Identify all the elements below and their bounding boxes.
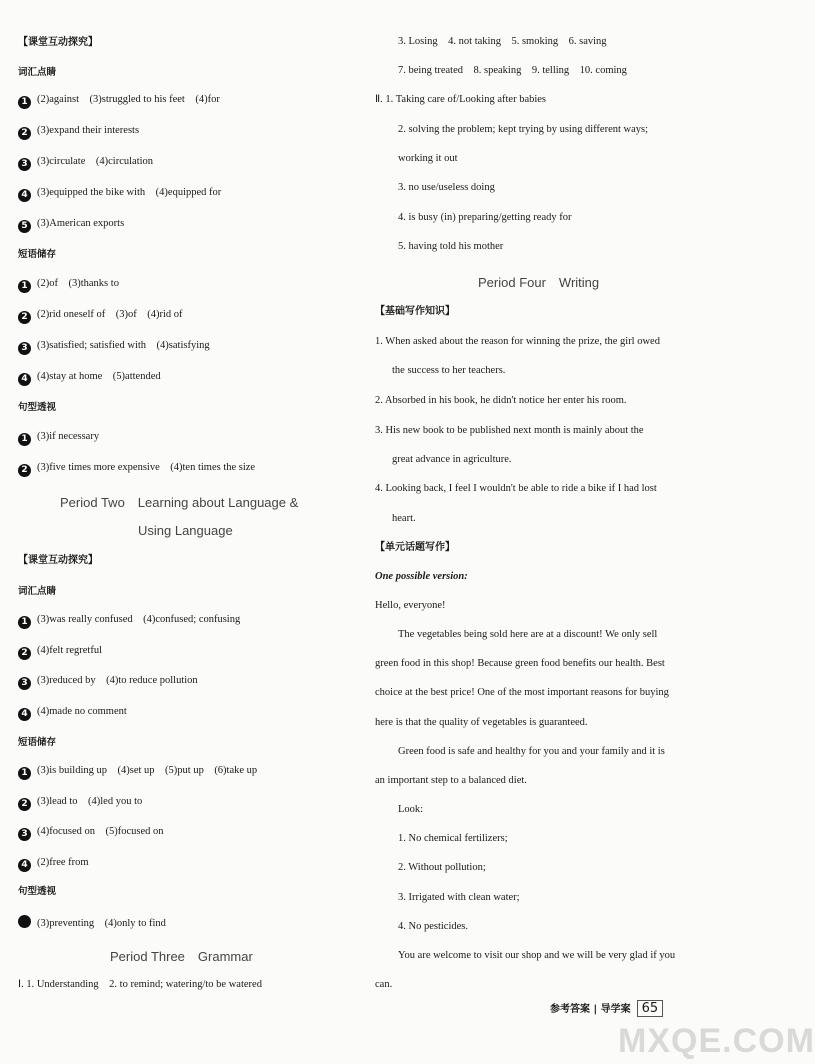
answer-line xyxy=(18,764,257,780)
answer-text: (3)American exports xyxy=(37,218,125,229)
answer-text: (3)preventing (4)only to find xyxy=(37,918,166,929)
answer-line xyxy=(18,825,164,841)
subsection-heading: 句型透视 xyxy=(18,886,57,897)
number-badge: 3 xyxy=(18,342,31,355)
answer-text: (3)lead to (4)led you to xyxy=(37,796,143,807)
number-badge: 1 xyxy=(18,616,31,629)
answer-line xyxy=(18,430,99,446)
number-badge: 2 xyxy=(18,127,31,140)
essay-line: here is that the quality of vegetables is guaranteed. xyxy=(375,717,588,728)
number-badge: 1 xyxy=(18,96,31,109)
answer-line: 4. Looking back, I feel I wouldn't be able to ride a bike if I had lost xyxy=(375,483,657,494)
essay-line: Hello, everyone! xyxy=(375,600,446,611)
answer-line xyxy=(18,915,166,931)
answer-text: (3)equipped the bike with (4)equipped for xyxy=(37,187,222,198)
answer-line: 2. Absorbed in his book, he didn't notice her enter his room. xyxy=(375,395,627,406)
essay-line: green food in this shop! Because green food benefits our health. Best xyxy=(375,658,665,669)
section-heading: 【课堂互动探究】 xyxy=(18,555,98,566)
essay-line: Look: xyxy=(398,804,424,815)
watermark: MXQE.COM xyxy=(618,1022,815,1060)
essay-line: 1. No chemical fertilizers; xyxy=(398,833,508,844)
subsection-heading: 短语储存 xyxy=(18,737,57,748)
answer-text: (4)stay at home (5)attended xyxy=(37,371,161,382)
subsection-heading: 词汇点睛 xyxy=(18,586,57,597)
answer-text: (2)of (3)thanks to xyxy=(37,278,119,289)
answer-text: (2)against (3)struggled to his feet (4)for xyxy=(37,94,220,105)
answer-text: (3)circulate (4)circulation xyxy=(37,156,154,167)
answer-line: 5. having told his mother xyxy=(398,241,504,252)
answer-line: Ⅱ. 1. Taking care of/Looking after babies xyxy=(375,94,547,105)
number-badge: 2 xyxy=(18,647,31,660)
answer-line: 3. His new book to be published next month is mainly about the xyxy=(375,425,644,436)
answer-line: heart. xyxy=(392,513,416,524)
answer-line: 2. solving the problem; kept trying by using different ways; xyxy=(398,124,649,135)
answer-line xyxy=(18,613,240,629)
number-badge: 4 xyxy=(18,373,31,386)
page-number: 65 xyxy=(637,1000,664,1017)
answer-text: (3)reduced by (4)to reduce pollution xyxy=(37,675,198,686)
version-label: One possible version: xyxy=(375,571,468,582)
answer-text: (3)if necessary xyxy=(37,431,100,442)
number-badge: 2 xyxy=(18,798,31,811)
answer-text: (4)focused on (5)focused on xyxy=(37,826,164,837)
section-heading: 【基础写作知识】 xyxy=(375,306,455,317)
answer-text: (2)free from xyxy=(37,857,89,868)
number-badge xyxy=(18,915,31,928)
number-badge: 2 xyxy=(18,464,31,477)
number-badge: 2 xyxy=(18,311,31,324)
essay-line: choice at the best price! One of the most important reasons for buying xyxy=(375,687,669,698)
answer-line xyxy=(18,461,255,477)
answer-line xyxy=(18,856,89,872)
number-badge: 1 xyxy=(18,767,31,780)
subsection-heading: 词汇点睛 xyxy=(18,67,57,78)
answer-text: (3)satisfied; satisfied with (4)satisfying xyxy=(37,340,210,351)
number-badge: 4 xyxy=(18,708,31,721)
section-heading: 【课堂互动探究】 xyxy=(18,37,98,48)
number-badge: 4 xyxy=(18,189,31,202)
answer-line: 3. Losing 4. not taking 5. smoking 6. saving xyxy=(398,36,607,47)
answer-line: working it out xyxy=(398,153,458,164)
answer-text: (3)expand their interests xyxy=(37,125,140,136)
number-badge: 3 xyxy=(18,158,31,171)
subsection-heading: 句型透视 xyxy=(18,402,57,413)
page-footer xyxy=(550,1000,663,1017)
answer-line: Ⅰ. 1. Understanding 2. to remind; watering/to be watered xyxy=(18,979,262,990)
answer-line: 3. no use/useless doing xyxy=(398,182,495,193)
answer-line xyxy=(18,277,119,293)
answer-line xyxy=(18,674,198,690)
period-title: Period Three Grammar xyxy=(110,949,253,964)
answer-line xyxy=(18,795,142,811)
answer-text: (2)rid oneself of (3)of (4)rid of xyxy=(37,309,183,320)
essay-line: can. xyxy=(375,979,393,990)
answer-line: the success to her teachers. xyxy=(392,365,506,376)
answer-line: 7. being treated 8. speaking 9. telling 10. coming xyxy=(398,65,627,76)
answer-line xyxy=(18,308,183,324)
number-badge: 1 xyxy=(18,280,31,293)
number-badge: 4 xyxy=(18,859,31,872)
number-badge: 5 xyxy=(18,220,31,233)
answer-line xyxy=(18,124,139,140)
answer-line: great advance in agriculture. xyxy=(392,454,512,465)
answer-line xyxy=(18,370,161,386)
number-badge: 3 xyxy=(18,828,31,841)
period-title: Period Two Learning about Language & xyxy=(60,495,299,510)
essay-line: 3. Irrigated with clean water; xyxy=(398,892,520,903)
answer-line xyxy=(18,155,153,171)
essay-line: an important step to a balanced diet. xyxy=(375,775,527,786)
answer-line xyxy=(18,186,221,202)
subsection-heading: 短语储存 xyxy=(18,249,57,260)
section-heading: 【单元话题写作】 xyxy=(375,542,455,553)
answer-text: (4)made no comment xyxy=(37,706,127,717)
answer-line xyxy=(18,705,127,721)
number-badge: 1 xyxy=(18,433,31,446)
period-title: Using Language xyxy=(138,523,233,538)
essay-line: 2. Without pollution; xyxy=(398,862,486,873)
essay-line: The vegetables being sold here are at a discount! We only sell xyxy=(398,629,658,640)
answer-text: (4)felt regretful xyxy=(37,645,103,656)
answer-text: (3)was really confused (4)confused; confusing xyxy=(37,614,241,625)
essay-line: You are welcome to visit our shop and we will be very glad if you xyxy=(398,950,676,961)
answer-line: 1. When asked about the reason for winning the prize, the girl owed xyxy=(375,336,660,347)
answer-line xyxy=(18,339,210,355)
number-badge: 3 xyxy=(18,677,31,690)
answer-line xyxy=(18,217,124,233)
answer-text: (3)five times more expensive (4)ten times the size xyxy=(37,462,256,473)
period-title: Period Four Writing xyxy=(478,275,600,290)
answer-line: 4. is busy (in) preparing/getting ready for xyxy=(398,212,572,223)
answer-line xyxy=(18,93,220,109)
essay-line: Green food is safe and healthy for you and your family and it is xyxy=(398,746,665,757)
essay-line: 4. No pesticides. xyxy=(398,921,468,932)
answer-text: (3)is building up (4)set up (5)put up (6)take up xyxy=(37,765,258,776)
footer-label: 参考答案 | 导学案 xyxy=(550,1004,631,1015)
answer-line xyxy=(18,644,102,660)
